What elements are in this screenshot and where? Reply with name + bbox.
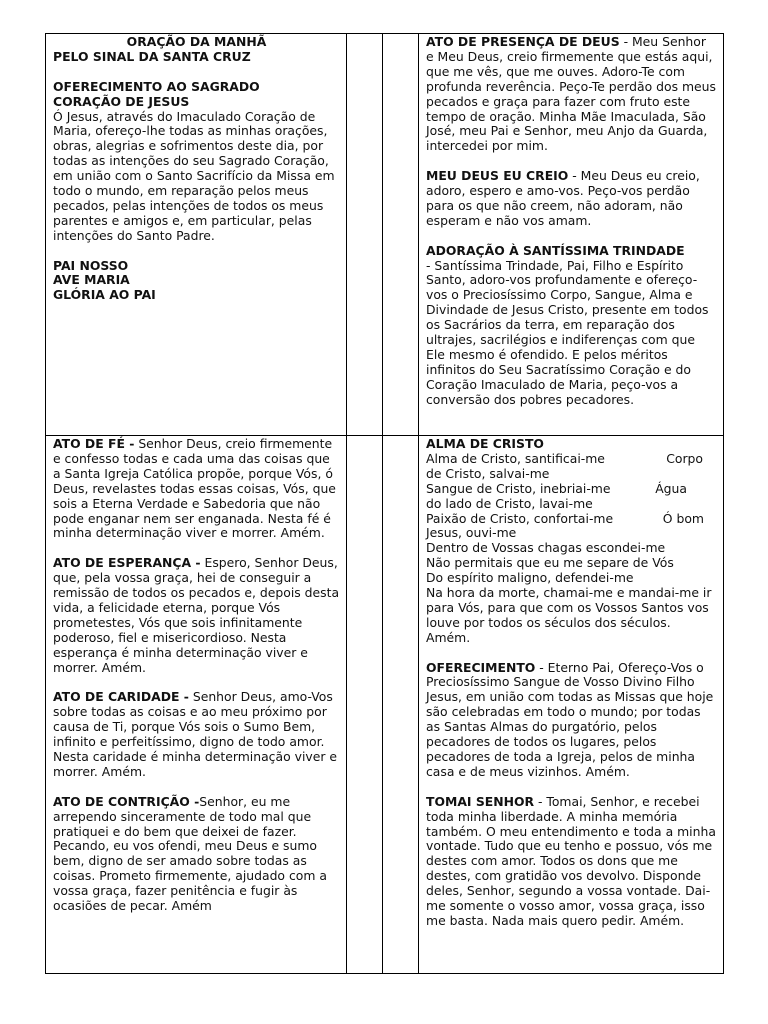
hope-text: Espero, Senhor Deus, que, pela vossa graça, hei de conseguir a remissão de todos os pecados e, depois desta vida, a felicidade eterna, porque Vós prometestes, Vós que sois infinitamente poderoso, fiel e misericordioso. Nesta esperança é minha determinação viver e morrer. Amém. <box>53 555 340 675</box>
anima-line: Jesus, ouvi-me <box>426 525 517 541</box>
presence-text: - Meu Senhor e Meu Deus, creio firmemente que estás aqui, que me vês, que me ouves. Adoro-Te com profunda reverência. Peço-Te perdão dos meus pecados e graça para fazer com fruto este tempo de oração. Minha Mãe Imaculada, São José, meu Pai e Senhor, meu Anjo da Guarda, intercedei por mim. <box>426 34 716 154</box>
anima-prayers-cell <box>419 436 724 974</box>
anima-line: de Cristo, salvai-me <box>426 465 550 481</box>
charity-heading: ATO DE CARIDADE - <box>53 689 189 705</box>
offering-heading-line1: OFERECIMENTO AO SAGRADO <box>53 78 260 94</box>
faith-prayer <box>53 437 340 541</box>
charity-text: Senhor Deus, amo-Vos sobre todas as coisas e ao meu próximo por causa de Ti, porque Vós sois o Sumo Bem, infinito e perfeitíssimo, digno de todo amor. Nesta caridade é minha determinação viver e morrer. Amém. <box>53 689 337 779</box>
trinity-heading: ADORAÇÃO À SANTÍSSIMA TRINDADE <box>426 242 685 258</box>
suscipe-prayer <box>426 795 717 929</box>
prayer-table <box>45 33 724 974</box>
suscipe-heading: TOMAI SENHOR <box>426 793 535 809</box>
suscipe-text: - Tomai, Senhor, e recebei toda minha liberdade. A minha memória também. O meu entendimento e toda a minha vontade. Tudo que eu tenho e possuo, vós me destes com amor. Todos os dons que me destes, com gratidão vos devolvo. Disponde deles, Senhor, segundo a vossa vontade. Dai-me somente o vosso amor, vossa graça, isso me basta. Nada mais quero pedir. Amém. <box>426 793 716 928</box>
anima-heading: ALMA DE CRISTO <box>426 436 544 451</box>
empty-column-cell <box>383 436 419 974</box>
anima-line: Dentro de Vossas chagas escondei-me <box>426 540 666 556</box>
anima-line-text: Corpo <box>666 450 703 466</box>
anima-line <box>426 512 717 527</box>
anima-line <box>426 452 717 467</box>
creio-text: - Meu Deus eu creio, adoro, espero e amo-vos. Peço-vos perdão para os que não creem, não adoram, não esperam e não vos amam. <box>426 168 700 228</box>
offering-prayer-text: - Eterno Pai, Ofereço-Vos o Preciosíssimo Sangue de Vosso Divino Filho Jesus, em união com todas as Missas que hoje são celebradas em todo o mundo; por todas as Santas Almas do purgatório, pelos pecadores de todos os lugares, pelos pecadores de toda a Igreja, pelos de minha casa e de meus vizinhos. Amém. <box>426 659 714 779</box>
morning-title: ORAÇÃO DA MANHÃ <box>126 34 267 49</box>
presence-prayers-cell <box>419 34 724 436</box>
pai-nosso: PAI NOSSO <box>53 257 129 273</box>
acts-cell <box>46 436 347 974</box>
anima-line-text: Água <box>655 480 687 496</box>
table-row <box>46 436 724 974</box>
offering-heading: OFERECIMENTO <box>426 659 536 675</box>
anima-line: Não permitais que eu me separe de Vós <box>426 555 674 571</box>
anima-line <box>426 482 717 497</box>
anima-line: Na hora da morte, chamai-me e mandai-me ir para Vós, para que com os Vossos Santos vos louve por todos os séculos dos séculos. Amém. <box>426 585 712 645</box>
offering-text: Ó Jesus, através do Imaculado Coração de Maria, ofereço-lhe todas as minhas orações, obras, alegrias e sofrimentos deste dia, por todas as intenções do seu Sagrado Coração, em união com o Santo Sacrifício da Missa em todo o mundo, em reparação pelos meus pecados, pelas intenções de todos os meus parentes e amigos e, em particular, pelas intenções do Santo Padre. <box>53 108 335 243</box>
empty-column-cell <box>383 34 419 436</box>
hope-prayer <box>53 556 340 675</box>
charity-prayer <box>53 690 340 779</box>
anima-line-text: Ó bom <box>662 510 704 526</box>
anima-line-text: Sangue de Cristo, inebriai-me <box>426 480 611 496</box>
creio-prayer <box>426 169 717 229</box>
contrition-heading: ATO DE CONTRIÇÃO - <box>53 793 200 809</box>
offering-prayer <box>426 661 717 780</box>
anima-line-text: Alma de Cristo, santificai-me <box>426 450 605 466</box>
anima-line: Do espírito maligno, defendei-me <box>426 570 634 586</box>
hope-heading: ATO DE ESPERANÇA - <box>53 555 201 571</box>
morning-prayer-cell <box>46 34 347 436</box>
presence-heading: ATO DE PRESENÇA DE DEUS <box>426 34 620 49</box>
presence-prayer <box>426 35 717 154</box>
anima-line: do lado de Cristo, lavai-me <box>426 495 593 511</box>
gloria-ao-pai: GLÓRIA AO PAI <box>53 287 156 303</box>
empty-column-cell <box>347 436 383 974</box>
trinity-text: - Santíssima Trindade, Pai, Filho e Espírito Santo, adoro-vos profundamente e ofereço-vos o Preciosíssimo Corpo, Sangue, Alma e Divindade de Jesus Cristo, presente em todos os Sacrários da terra, em reparação dos ultrajes, sacrilégios e indiferenças com que Ele mesmo é ofendido. E pelos méritos infinitos do Seu Sacratíssimo Coração e do Coração Imaculado de Maria, peço-vos a conversão dos pobres pecadores. <box>426 257 709 407</box>
ave-maria: AVE MARIA <box>53 272 130 288</box>
faith-text: Senhor Deus, creio firmemente e confesso todas e cada uma das coisas que a Santa Igreja Católica propõe, porque Vós, ó Deus, revelastes todas essas coisas, Vós, que sois a Eterna Verdade e Sabedoria que não pode enganar nem ser enganada. Nesta fé é minha determinação viver e morrer. Amém. <box>53 436 336 541</box>
creio-heading: MEU DEUS EU CREIO <box>426 168 569 184</box>
offering-heading-line2: CORAÇÃO DE JESUS <box>53 93 190 109</box>
anima-line-text: Paixão de Cristo, confortai-me <box>426 510 614 526</box>
contrition-prayer <box>53 795 340 914</box>
empty-column-cell <box>347 34 383 436</box>
sign-of-cross: PELO SINAL DA SANTA CRUZ <box>53 48 251 64</box>
faith-heading: ATO DE FÉ - <box>53 436 135 451</box>
table-row <box>46 34 724 436</box>
contrition-text: Senhor, eu me arrependo sinceramente de todo mal que pratiquei e do bem que deixei de fazer. Pecando, eu vos ofendi, meu Deus e sumo bem, digno de ser amado sobre todas as coisas. Prometo firmemente, ajudado com a vossa graça, fazer penitência e fugir às ocasiões de pecar. Amém <box>53 793 327 914</box>
